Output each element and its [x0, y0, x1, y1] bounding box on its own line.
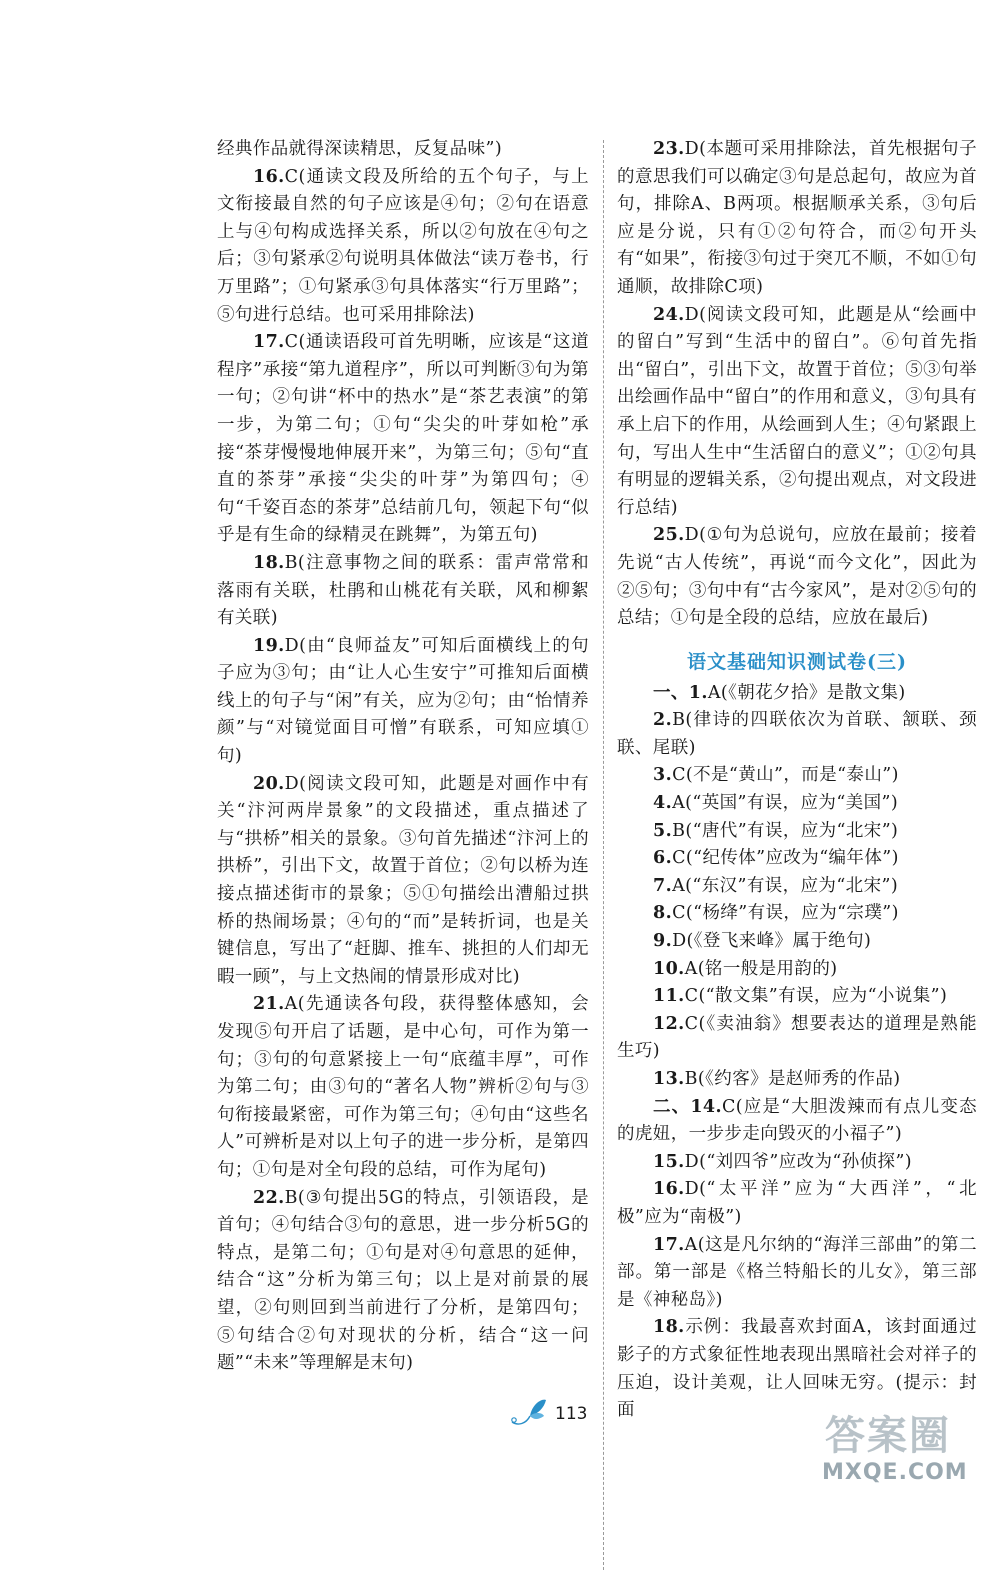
answer-text: A(“英国”有误，应为“美国”) [672, 793, 899, 814]
question-number: 16. [653, 1179, 685, 1200]
question-number: 19. [253, 635, 285, 656]
answer-text: A(先通读各句段，获得整体感知，会发现⑤句开启了话题，是中心句，可作为第一句；③句的句意紧接上一句“底蕴丰厚”，可作为第二句；由③句的“著名人物”辨析②句与③句衔接最紧密，可作为第三句；④句由“这些名人”可辨析是对以上句子的进一步分析，是第四句；①句是对全句段的总结，可作为尾句) [217, 994, 589, 1180]
question-number: 10. [653, 958, 685, 979]
section-title: 语文基础知识测试卷(三) [687, 650, 907, 673]
answer-paragraph [217, 1185, 589, 1378]
answer-text: A(“东汉”有误，应为“北宋”) [672, 875, 899, 896]
question-number: 11. [653, 986, 685, 1007]
answer-text: B(“唐代”有误，应为“北宋”) [672, 820, 899, 841]
question-number: 12. [653, 1013, 685, 1034]
question-number: 7. [653, 875, 673, 896]
answer-paragraph [217, 771, 589, 992]
answer-paragraph [617, 928, 977, 956]
answer-text: C(不是“黄山”，而是“泰山”) [672, 765, 899, 786]
answer-paragraph [217, 329, 589, 550]
question-number: 21. [253, 994, 285, 1015]
answer-text: D(阅读文段可知，此题是对画作中有关“汴河两岸景象”的文段描述，重点描述了与“拱桥”相关的景象。③句首先描述“汴河上的拱桥”，引出下文，故置于首位；②句以桥为连接点描述街市的景象；⑤①句描绘出漕船过拱桥的热闹场景；④句的“而”是转折词，也是关键信息，写出了“赶脚、推车、挑担的人们却无暇一顾”，与上文热闹的情景形成对比) [217, 773, 589, 987]
answer-paragraph [617, 1094, 977, 1149]
answer-paragraph [617, 873, 977, 901]
answer-text: A(这是凡尔纳的“海洋三部曲”的第二部。第一部是《格兰特船长的儿女》，第三部是《神秘岛》) [617, 1234, 977, 1310]
answer-text: 经典作品就得深读精思，反复品味”) [217, 139, 503, 159]
answer-text: 示例：我最喜欢封面A，该封面通过影子的方式象征性地表现出黑暗社会对祥子的压迫，设计美观，让人回味无穷。(提示：封面 [617, 1317, 977, 1421]
page-number: 113 [555, 1404, 588, 1424]
question-number: 15. [653, 1151, 685, 1172]
answer-paragraph [217, 164, 589, 330]
question-number: 25. [653, 525, 685, 546]
watermark-url: MXQE.COM [822, 1460, 968, 1485]
answer-paragraph [617, 762, 977, 790]
answer-text: D(本题可采用排除法，首先根据句子的意思我们可以确定③句是总起句，故应为首句，排除A、B两项。根据顺承关系，③句后应是分说，只有①②句符合，而②句开头有“如果”，衔接③句过于突兀不顺，不如①句通顺，故排除C项) [617, 139, 977, 297]
answer-text: C(通读语段可首先明晰，应该是“这道程序”承接“第九道程序”，所以可判断③句为第一句；②句讲“杯中的热水”是“茶艺表演”的第一步，为第二句；①句“尖尖的叶芽如枪”承接“茶芽慢慢地伸展开来”，为第三句；⑤句“直直的茶芽”承接“尖尖的叶芽”为第四句；④句“千姿百态的茶芽”总结前几句，领起下句“似乎是有生命的绿精灵在跳舞”，为第五句) [217, 332, 589, 546]
question-number: 9. [653, 931, 673, 952]
answer-paragraph [217, 136, 589, 164]
answer-paragraph [617, 845, 977, 873]
answer-paragraph [617, 956, 977, 984]
answer-text: C(“纪传体”应改为“编年体”) [672, 848, 899, 869]
answer-text: A(《朝花夕拾》是散文集) [707, 682, 906, 703]
question-number: 8. [653, 903, 673, 924]
answer-text: D(由“良师益友”可知后面横线上的句子应为③句；由“让人心生安宁”可推知后面横线上的句子与“闲”有关，应为②句；由“怡情养颜”与“对镜觉面目可憎”有联系，可知应填①句) [217, 635, 589, 767]
right-column [617, 136, 977, 1425]
right-column-top [617, 136, 977, 633]
answer-text: B(《约客》是赵师秀的作品) [684, 1069, 901, 1089]
question-number: 22. [253, 1187, 285, 1208]
answer-text: B(注意事物之间的联系：雷声常常和落雨有关联，杜鹃和山桃花有关联，风和柳絮有关联) [217, 552, 589, 629]
answer-text: C(应是“大胆泼辣而有点儿变态的虎妞，一步步走向毁灭的小福子”) [617, 1096, 977, 1145]
answer-paragraph [617, 1149, 977, 1177]
answer-paragraph [617, 680, 977, 708]
question-number: 2. [653, 710, 673, 731]
question-number: 13. [653, 1069, 685, 1089]
answer-text: D(①句为总说句，应放在最前；接着先说“古人传统”，再说“而今文化”，因此为②⑤句；③句中有“古今家风”，是对②⑤句的总结；①句是全段的总结，应放在最后) [617, 525, 977, 629]
question-number: 24. [653, 304, 685, 325]
answer-text: B(③句提出5G的特点，引领语段，是首句；④句结合③句的意思，进一步分析5G的特点，是第二句；①句是对④句意思的延伸，结合“这”分析为第三句；以上是对前景的展望，②句则回到当前进行了分析，是第四句；⑤句结合②句对现状的分析，结合“这一问题”“未来”等理解是末句) [217, 1187, 589, 1374]
question-number: 二、14. [653, 1096, 722, 1117]
answer-text: C(《卖油翁》想要表达的道理是熟能生巧) [617, 1013, 977, 1062]
question-number: 16. [253, 166, 285, 187]
question-number: 17. [253, 332, 285, 353]
answer-paragraph [617, 136, 977, 302]
answer-paragraph [617, 818, 977, 846]
question-number: 4. [653, 793, 673, 814]
question-number: 3. [653, 765, 673, 786]
answer-paragraph [217, 550, 589, 633]
answer-text: C(“散文集”有误，应为“小说集”) [684, 986, 948, 1007]
question-number: 20. [253, 773, 285, 794]
right-column-answers [617, 680, 977, 1425]
answer-paragraph [617, 1176, 977, 1231]
question-number: 6. [653, 848, 673, 869]
answer-paragraph [617, 790, 977, 818]
butterfly-ornament-icon [508, 1396, 550, 1430]
question-number: 17. [653, 1234, 685, 1255]
answer-paragraph [617, 302, 977, 523]
answer-text: D(阅读文段可知，此题是从“绘画中的留白”写到“生活中的留白”。⑥句首先指出“留白”，引出下文，故置于首位；⑤③句举出绘画作品中“留白”的作用和意义，③句具有承上启下的作用，从绘画到人生；④句紧跟上句，写出人生中“生活留白的意义”；①②句具有明显的逻辑关系，②句提出观点，对文段进行总结) [617, 304, 977, 518]
question-number: 18. [253, 552, 285, 573]
answer-text: D(《登飞来峰》属于绝句) [672, 931, 872, 952]
answer-paragraph [617, 707, 977, 762]
answer-text: B(律诗的四联依次为首联、颔联、颈联、尾联) [617, 710, 977, 758]
answer-text: D(“刘四爷”应改为“孙侦探”) [684, 1151, 913, 1172]
question-number: 23. [653, 139, 685, 159]
answer-paragraph [617, 1232, 977, 1315]
question-number: 5. [653, 820, 673, 841]
answer-text: D(“太平洋”应为“大西洋”，“北极”应为“南极”) [617, 1179, 977, 1227]
question-number: 18. [653, 1317, 685, 1338]
answer-text: A(铭一般是用韵的) [684, 958, 838, 979]
watermark-logo: 答案圈 [825, 1413, 951, 1459]
answer-paragraph [617, 1011, 977, 1066]
column-divider [603, 140, 604, 1570]
answer-paragraph [217, 633, 589, 771]
answer-text: C(“杨绛”有误，应为“宗璞”) [672, 903, 899, 924]
answer-paragraph [617, 522, 977, 632]
answer-paragraph [617, 983, 977, 1011]
answer-paragraph [217, 991, 589, 1184]
left-column [217, 136, 589, 1378]
answer-paragraph [617, 1066, 977, 1094]
answer-paragraph [617, 900, 977, 928]
question-number: 一、1. [653, 682, 708, 703]
answer-text: C(通读文段及所给的五个句子，与上文衔接最自然的句子应该是④句；②句在语意上与④句构成选择关系，所以②句放在④句之后；③句紧承②句说明具体做法“读万卷书，行万里路”；①句紧承③句具体落实“行万里路”；⑤句进行总结。也可采用排除法) [217, 166, 589, 325]
